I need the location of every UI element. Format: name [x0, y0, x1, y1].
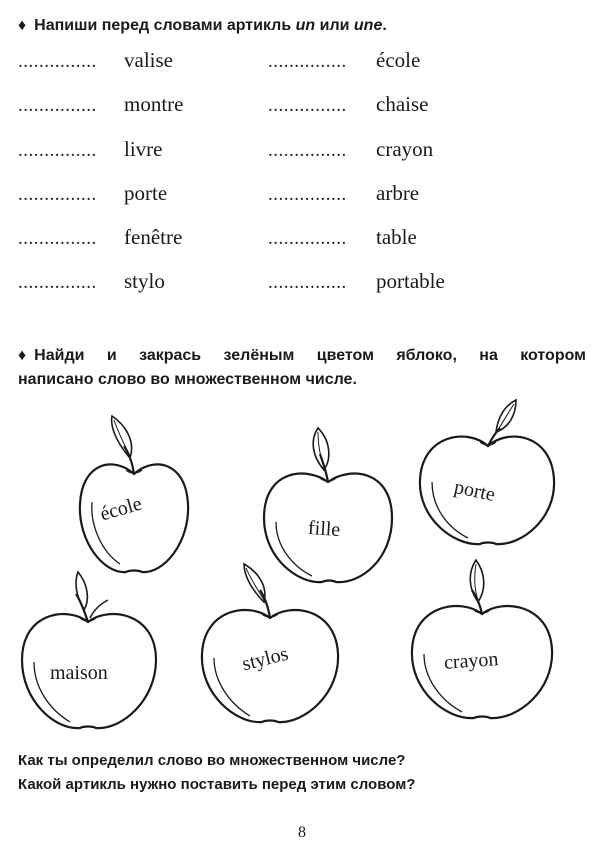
question-2: Какой артикль нужно поставить перед этим словом? — [18, 776, 416, 793]
apple-maison[interactable] — [18, 570, 160, 736]
blank-field[interactable]: ............... — [18, 140, 97, 161]
word-label: stylo — [124, 269, 165, 293]
task2-instruction — [18, 344, 586, 392]
apple-word-label: crayon — [443, 648, 500, 674]
word-row-right-2 — [268, 92, 429, 117]
apple-word-label: porte — [452, 475, 498, 507]
task1-suffix: . — [382, 17, 387, 34]
word-label: arbre — [376, 181, 420, 205]
word-row-left-2 — [18, 92, 184, 117]
word-label: porte — [124, 181, 168, 205]
word-label: fenêtre — [124, 225, 183, 249]
word-row-right-4 — [268, 181, 420, 206]
question-1: Как ты определил слово во множественном числе? — [18, 752, 406, 769]
article-un: un — [295, 17, 316, 34]
word-label: table — [376, 225, 417, 249]
questions-block — [18, 749, 415, 797]
word-row-right-5 — [268, 225, 417, 250]
word-row-left-5 — [18, 225, 183, 250]
apple-porte[interactable] — [416, 398, 558, 548]
blank-field[interactable]: ............... — [268, 95, 347, 116]
word-row-right-3 — [268, 137, 434, 162]
blank-field[interactable]: ............... — [18, 228, 97, 249]
diamond-bullet-icon: ♦ — [18, 17, 27, 34]
blank-field[interactable]: ............... — [18, 184, 97, 205]
blank-field[interactable]: ............... — [18, 95, 97, 116]
apple-ecole[interactable] — [74, 412, 194, 584]
apple-stylos[interactable] — [198, 562, 342, 728]
apple-word-label: stylos — [239, 642, 291, 676]
apple-icon — [18, 570, 160, 736]
apple-icon — [408, 558, 556, 724]
word-row-left-1 — [18, 48, 173, 73]
apple-crayon[interactable] — [408, 558, 556, 724]
word-row-left-6 — [18, 269, 165, 294]
blank-field[interactable]: ............... — [268, 51, 347, 72]
task1-connector: или — [315, 17, 354, 34]
blank-field[interactable]: ............... — [18, 272, 97, 293]
article-une: une — [353, 17, 383, 34]
word-label: crayon — [376, 137, 434, 161]
word-row-left-3 — [18, 137, 163, 162]
word-label: école — [376, 48, 421, 72]
word-label: chaise — [376, 92, 429, 116]
apple-icon — [198, 562, 342, 728]
word-label: valise — [124, 48, 173, 72]
apple-word-label: fille — [307, 516, 341, 542]
word-row-left-4 — [18, 181, 168, 206]
apple-word-label: maison — [50, 662, 108, 684]
task2-line1: ♦ Найди и закрась зелёным цветом яблоко, на котором — [18, 344, 586, 368]
apple-icon — [416, 398, 558, 548]
task1-instruction — [18, 14, 387, 38]
blank-field[interactable]: ............... — [268, 228, 347, 249]
word-label: livre — [124, 137, 163, 161]
word-label: montre — [124, 92, 184, 116]
task2-line2: написано слово во множественном числе. — [18, 371, 357, 388]
word-label: portable — [376, 269, 445, 293]
blank-field[interactable]: ............... — [268, 184, 347, 205]
word-row-right-1 — [268, 48, 421, 73]
task1-text-prefix: Напиши перед словами артикль — [34, 17, 296, 34]
blank-field[interactable]: ............... — [268, 272, 347, 293]
diamond-bullet-icon: ♦ — [18, 347, 27, 364]
page-number: 8 — [298, 824, 306, 841]
blank-field[interactable]: ............... — [268, 140, 347, 161]
word-row-right-6 — [268, 269, 445, 294]
apple-word-label: école — [97, 492, 145, 526]
blank-field[interactable]: ............... — [18, 51, 97, 72]
